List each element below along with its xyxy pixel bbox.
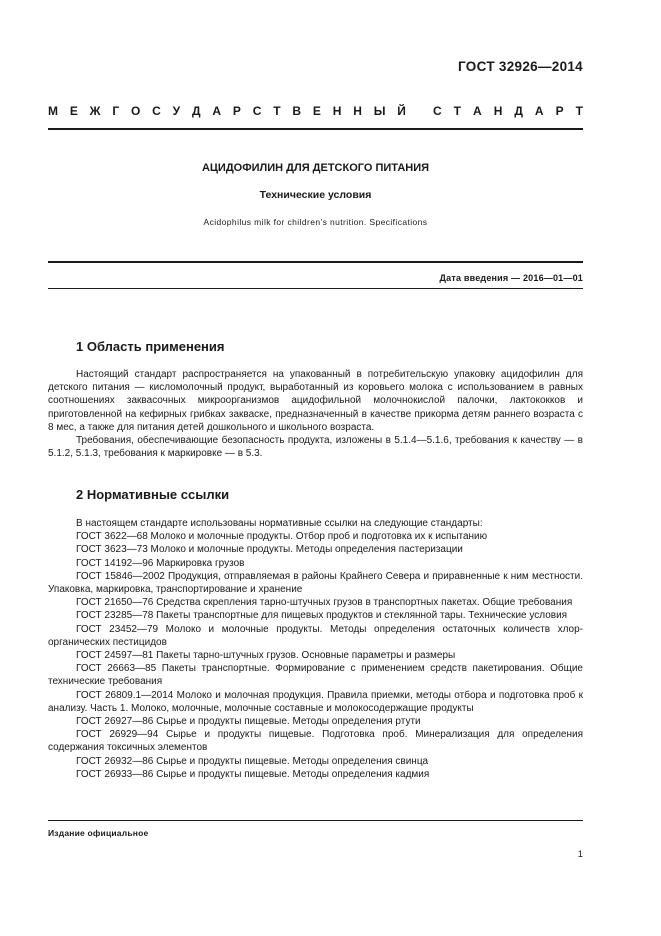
document-subtitle: Технические условия [259, 189, 372, 201]
reference-item: ГОСТ 26663—85 Пакеты транспортные. Формирование с применением средств пакетирования. Общие технические требования [48, 663, 583, 688]
section-1-heading: 1 Область применения [76, 339, 225, 354]
paragraph: Настоящий стандарт распространяется на упакованный в потребительскую упаковку ацидофилин для детского питания — кисломолочный продукт, выработанный из коровьего молока с использованием в равных соотношениях заквасочных микроорганизмов ацидофильной молочнокислой палочки, лактококков и приготовленной на кефирных грибках закваске, предназначенный в качестве прикорма детям раннего возраста с 8 мес, а также для питания детей дошкольного и школьного возраста. [48, 369, 583, 433]
reference-item: ГОСТ 26929—94 Сырье и продукты пищевые. Подготовка проб. Минерализация для определения содержания токсичных элементов [48, 729, 583, 754]
banner-word-2: С Т А Н Д А Р Т [433, 104, 583, 118]
reference-item: ГОСТ 26932—86 Сырье и продукты пищевые. Методы определения свинца [76, 755, 429, 767]
reference-item: ГОСТ 23285—78 Пакеты транспортные для пищевых продуктов и стеклянной тары. Технические условия [76, 610, 568, 622]
paragraph: Требования, обеспечивающие безопасность продукта, изложены в 5.1.4—5.1.6, требования к качеству — в 5.1.2, 5.1.3, требования к маркировке — в 5.3. [48, 435, 583, 460]
document-english-title: Acidophilus milk for children’s nutrition. Specifications [203, 217, 428, 227]
reference-item: ГОСТ 14192—96 Маркировка грузов [76, 557, 245, 569]
reference-item: ГОСТ 26809.1—2014 Молоко и молочная продукция. Правила приемки, методы отбора и подготовка проб к анализу. Часть 1. Молоко, молочные, молочные составные и молокосодержащие продукты [48, 689, 583, 714]
paragraph: В настоящем стандарте использованы нормативные ссылки на следующие стандарты: [76, 518, 483, 529]
normative-references-list [48, 530, 583, 781]
document-title: АЦИДОФИЛИН ДЛЯ ДЕТСКОГО ПИТАНИЯ [201, 162, 430, 174]
section-1-body [48, 368, 583, 460]
page-number: 1 [577, 849, 583, 860]
reference-item: ГОСТ 3622—68 Молоко и молочные продукты. Отбор проб и подготовка их к испытанию [76, 531, 488, 543]
reference-item: ГОСТ 26927—86 Сырье и продукты пищевые. Методы определения ртути [76, 716, 421, 728]
reference-item: ГОСТ 26933—86 Сырье и продукты пищевые. Методы определения кадмия [76, 768, 430, 780]
interstate-standard-banner [48, 104, 583, 118]
banner-word-1: М Е Ж Г О С У Д А Р С Т В Е Н Н Ы Й [48, 104, 406, 118]
header-rule [48, 128, 583, 130]
section-2-body [48, 517, 583, 781]
section-2-heading: 2 Нормативные ссылки [76, 487, 230, 502]
reference-item: ГОСТ 21650—76 Средства скрепления тарно-штучных грузов в транспортных пакетах. Общие требования [76, 597, 573, 609]
reference-item: ГОСТ 23452—79 Молоко и молочные продукты. Методы определения остаточных количеств хлорорганических пестицидов [48, 623, 583, 648]
official-edition-label: Издание официальное [48, 828, 149, 838]
date-rule [48, 288, 583, 289]
reference-item: ГОСТ 3623—73 Молоко и молочные продукты. Методы определения пастеризации [76, 544, 463, 556]
gost-code: ГОСТ 32926—2014 [458, 59, 583, 74]
title-rule [48, 261, 583, 263]
reference-item: ГОСТ 24597—81 Пакеты тарно-штучных грузов. Основные параметры и размеры [76, 650, 456, 662]
introduction-date: Дата введения — 2016—01—01 [439, 273, 583, 283]
footer-rule [48, 820, 583, 821]
reference-item: ГОСТ 15846—2002 Продукция, отправляемая в районы Крайнего Севера и приравненные к ним местности. Упаковка, маркировка, транспортирование и хранение [48, 570, 583, 596]
